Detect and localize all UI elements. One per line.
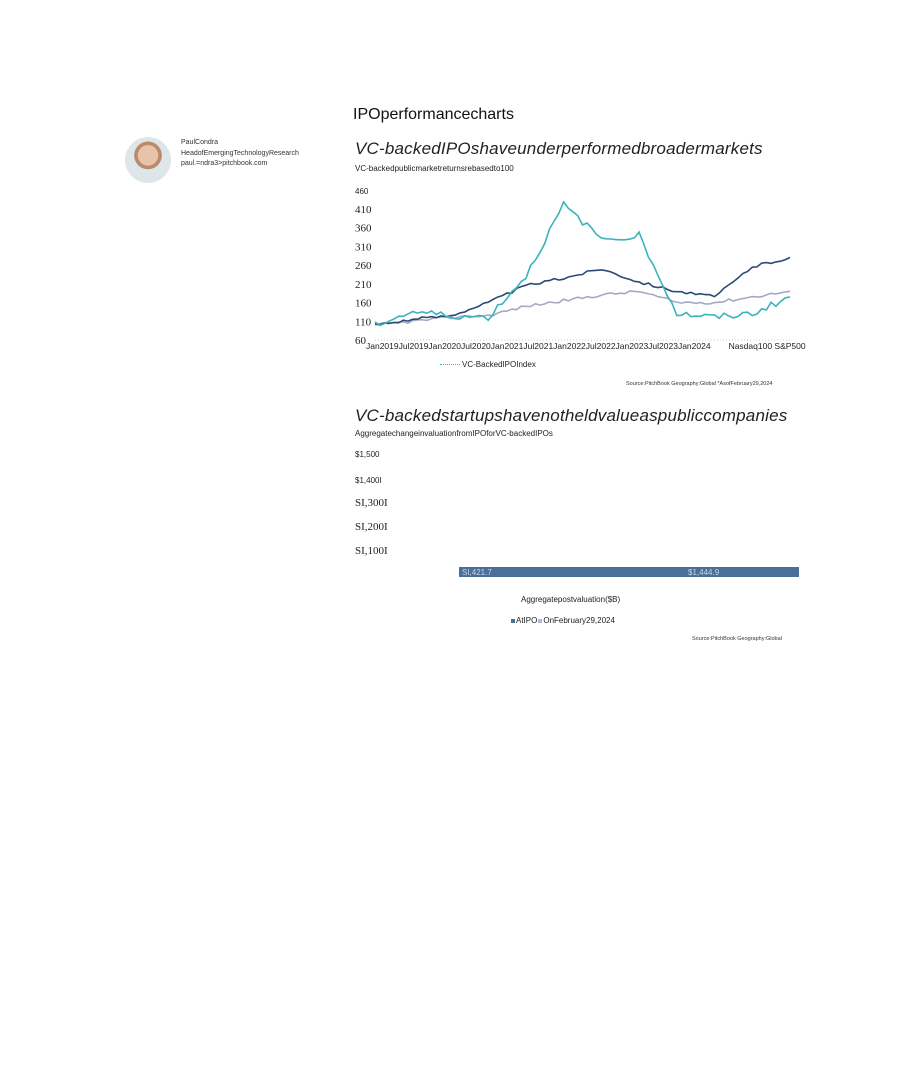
chart2-bar-label-current: $1,444.9 [688,568,720,577]
legend-at-ipo-swatch [511,619,515,623]
y-tick-label: 310 [355,241,372,254]
chart1-legend-right: Nasdaq100 S&P500 [728,341,806,351]
chart2-bar-label-at-ipo: SI,421.7 [462,568,492,577]
author-email[interactable]: paul.=ndra3>pitchbook.com [181,160,268,167]
chart1-x-labels: Jan2019Jul2019Jan2020Jul2020Jan2021Jul2021Jan2022Jul2022Jan2023Jul2023Jan2024 [366,341,711,351]
chart1-source: Source:PitchBook Geography:Global *AsofFebruary29,2024 [626,381,773,387]
series-line-vc-backedipoindex [375,202,790,326]
chart2-y-label: SI,100I [355,545,388,557]
legend-vc-index: VC-BackedIPOIndex [462,360,536,369]
legend-at-ipo: AtIPO [516,616,538,625]
chart2-y-label: SI,300I [355,497,388,509]
legend-current-swatch [538,619,542,623]
series-line-s-p500 [375,291,790,324]
y-tick-label: 60 [355,335,366,345]
section-title: IPOperformancecharts [353,106,514,123]
chart1-heading: VC-backedIPOshaveunderperformedbroadermarkets [355,139,763,158]
author-avatar [125,137,171,183]
author-name: PaulCondra [181,139,218,146]
y-tick-label: 110 [355,316,372,329]
chart1-subtitle: VC-backedpublicmarketreturnsrebasedto100 [355,164,514,173]
chart2-legend [511,616,615,625]
y-tick-label: 460 [355,187,369,196]
chart2-x-axis-label: Aggregatepostvaluation($B) [521,595,621,604]
y-tick-label: 360 [355,222,372,235]
y-tick-label: 210 [355,278,372,291]
chart2-source: Source:PitchBook Geography:Global [692,636,782,642]
chart2-subtitle: AggregatechangeinvaluationfromIPOforVC-backedIPOs [355,429,553,438]
chart1-x-axis-labels [366,341,806,351]
legend-current: OnFebruary29,2024 [543,616,615,625]
chart2-y-label: SI,200I [355,521,388,533]
chart2-y-label: $1,500 [355,450,380,459]
chart2-bar [459,567,799,577]
author-title: HeadofEmergingTechnologyResearch [181,150,299,157]
legend-line-swatch [440,364,460,365]
chart1-legend [440,360,536,369]
chart1-line-chart [350,180,800,345]
chart2-heading: VC-backedstartupshavenotheldvalueaspubliccompanies [355,406,788,425]
chart2-y-label: $1,400I [355,476,382,485]
y-tick-label: 160 [355,297,372,310]
y-tick-label: 260 [355,260,372,272]
y-tick-label: 410 [355,203,372,216]
